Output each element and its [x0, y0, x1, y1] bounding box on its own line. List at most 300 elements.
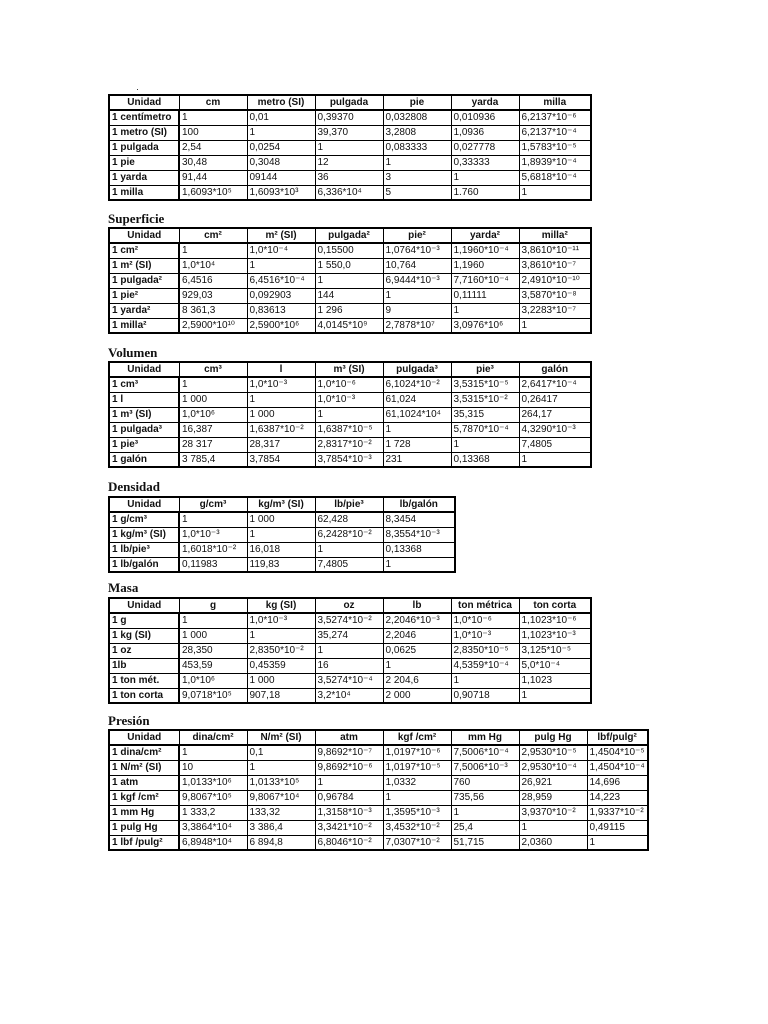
column-header: pulgada² [315, 228, 383, 243]
table-row [109, 422, 591, 437]
table-cell: 1 333,2 [179, 805, 247, 820]
table-cell: 1,5783*10⁻⁵ [519, 140, 591, 155]
table-cell: 1 [179, 613, 247, 628]
table-cell: 1 [315, 273, 383, 288]
row-label: 1 lbf /pulg² [109, 835, 179, 850]
table-row [109, 760, 648, 775]
table-row [109, 835, 648, 850]
column-header: cm² [179, 228, 247, 243]
table-cell: 6,4516 [179, 273, 247, 288]
table-cell: 1,1023*10⁻⁶ [519, 613, 591, 628]
row-label: 1 yarda [109, 170, 179, 185]
table-cell: 0,45359 [247, 658, 315, 673]
table-cell: 2,5900*10¹⁰ [179, 318, 247, 333]
table-cell: 1,0133*10⁶ [179, 775, 247, 790]
table-row [109, 437, 591, 452]
stray-mark: · [136, 84, 139, 94]
table-cell: 1,0*10⁻³ [315, 392, 383, 407]
table-cell: 1 [315, 407, 383, 422]
table-cell: 1,4504*10⁻⁴ [587, 760, 648, 775]
table-cell: 51,715 [451, 835, 519, 850]
table-cell: 1,1960*10⁻⁴ [451, 243, 519, 258]
row-label: 1 cm³ [109, 377, 179, 392]
header-row [109, 362, 591, 377]
section-title-volumen: Volumen [108, 345, 158, 360]
table-cell: 1 [247, 258, 315, 273]
table-cell: 7,0307*10⁻² [383, 835, 451, 850]
header-row [109, 730, 648, 745]
table-row [109, 557, 455, 572]
table-row [109, 745, 648, 760]
row-label: 1lb [109, 658, 179, 673]
table-cell: 0,01 [247, 110, 315, 125]
table-cell: 0,15500 [315, 243, 383, 258]
column-header: m² (SI) [247, 228, 315, 243]
table-cell: 3,2808 [383, 125, 451, 140]
row-label: 1 kg/m³ (SI) [109, 527, 179, 542]
table-cell: 35,274 [315, 628, 383, 643]
table-cell: 1,6093*10³ [247, 185, 315, 200]
table-cell: 9,0718*10⁵ [179, 688, 247, 703]
table-cell: 1,0332 [383, 775, 451, 790]
table-cell: 6 894,8 [247, 835, 315, 850]
table-cell: 1 [383, 557, 455, 572]
table-cell: 4,5359*10⁻⁴ [451, 658, 519, 673]
table-cell: 1,3595*10⁻³ [383, 805, 451, 820]
column-header: lbf/pulg² [587, 730, 648, 745]
table-cell: 36 [315, 170, 383, 185]
table-cell: 0,13368 [451, 452, 519, 467]
table-cell: 6,8948*10⁴ [179, 835, 247, 850]
table-cell: 1,0*10⁶ [179, 673, 247, 688]
table-row [109, 140, 591, 155]
column-header: g/cm³ [179, 497, 247, 512]
table-cell: 133,32 [247, 805, 315, 820]
row-label: 1 milla [109, 185, 179, 200]
row-label: 1 atm [109, 775, 179, 790]
table-row [109, 170, 591, 185]
row-label: 1 m² (SI) [109, 258, 179, 273]
table-cell: 1 000 [247, 512, 315, 527]
table-cell: 1,6018*10⁻² [179, 542, 247, 557]
table-row [109, 673, 591, 688]
table-cell: 16 [315, 658, 383, 673]
table-cell: 3,5274*10⁻² [315, 613, 383, 628]
table-cell: 2,7878*10⁷ [383, 318, 451, 333]
table-cell: 1 000 [179, 628, 247, 643]
column-header: g [179, 598, 247, 613]
table-cell: 3 [383, 170, 451, 185]
column-header: cm³ [179, 362, 247, 377]
table-row [109, 243, 591, 258]
table-cell: 0,26417 [519, 392, 591, 407]
table-cell: 0,49115 [587, 820, 648, 835]
column-header: Unidad [109, 95, 179, 110]
table-cell: 9,8067*10⁴ [247, 790, 315, 805]
section-title-superficie: Superficie [108, 211, 165, 226]
table-cell: 6,9444*10⁻³ [383, 273, 451, 288]
table-cell: 16,387 [179, 422, 247, 437]
table-cell: 1,8939*10⁻⁴ [519, 155, 591, 170]
table-cell: 3,125*10⁻⁵ [519, 643, 591, 658]
header-row [109, 497, 455, 512]
section-title-masa: Masa [108, 580, 139, 595]
table-cell: 1 [451, 673, 519, 688]
table-row [109, 805, 648, 820]
header-row [109, 598, 591, 613]
table-cell: 1,0*10⁶ [179, 407, 247, 422]
table-presion [108, 729, 649, 851]
table-cell: 1,1023 [519, 673, 591, 688]
table-cell: 1 000 [179, 392, 247, 407]
table-cell: 1,0764*10⁻³ [383, 243, 451, 258]
table-row [109, 110, 591, 125]
table-cell: 0,1 [247, 745, 315, 760]
table-cell: 6,2137*10⁻⁶ [519, 110, 591, 125]
table-cell: 1,1023*10⁻³ [519, 628, 591, 643]
table-cell: 1,0936 [451, 125, 519, 140]
table-cell: 3,5274*10⁻⁴ [315, 673, 383, 688]
column-header: m³ (SI) [315, 362, 383, 377]
table-cell: 61,1024*10⁴ [383, 407, 451, 422]
column-header: oz [315, 598, 383, 613]
table-cell: 2,54 [179, 140, 247, 155]
table-cell: 5,7870*10⁻⁴ [451, 422, 519, 437]
table-longitud [108, 94, 592, 201]
table-row [109, 258, 591, 273]
table-cell: 1 [383, 288, 451, 303]
table-cell: 1 [383, 155, 451, 170]
column-header: mm Hg [451, 730, 519, 745]
table-row [109, 613, 591, 628]
table-row [109, 407, 591, 422]
table-volumen [108, 361, 592, 468]
table-cell: 1 000 [247, 673, 315, 688]
table-cell: 3,2*10⁴ [315, 688, 383, 703]
table-cell: 9,8692*10⁻⁷ [315, 745, 383, 760]
table-row [109, 318, 591, 333]
row-label: 1 m³ (SI) [109, 407, 179, 422]
row-label: 1 pulgada³ [109, 422, 179, 437]
table-cell: 735,56 [451, 790, 519, 805]
column-header: Unidad [109, 730, 179, 745]
row-label: 1 pie² [109, 288, 179, 303]
table-row [109, 392, 591, 407]
column-header: ton métrica [451, 598, 519, 613]
table-cell: 7,4805 [519, 437, 591, 452]
table-cell: 2,9530*10⁻⁴ [519, 760, 587, 775]
table-cell: 1 [247, 392, 315, 407]
table-cell: 2,5900*10⁶ [247, 318, 315, 333]
table-cell: 2,8350*10⁻² [247, 643, 315, 658]
table-cell: 2,2046*10⁻³ [383, 613, 451, 628]
table-cell: 0,092903 [247, 288, 315, 303]
table-row [109, 628, 591, 643]
table-cell: 14,223 [587, 790, 648, 805]
table-cell: 0,33333 [451, 155, 519, 170]
column-header: pie² [383, 228, 451, 243]
column-header: milla [519, 95, 591, 110]
table-cell: 2 000 [383, 688, 451, 703]
table-row [109, 185, 591, 200]
row-label: 1 cm² [109, 243, 179, 258]
table-cell: 1 [519, 688, 591, 703]
table-row [109, 377, 591, 392]
table-cell: 0,010936 [451, 110, 519, 125]
table-cell: 100 [179, 125, 247, 140]
table-cell: 231 [383, 452, 451, 467]
table-cell: 14,696 [587, 775, 648, 790]
table-cell: 28,317 [247, 437, 315, 452]
table-cell: 0,13368 [383, 542, 455, 557]
table-cell: 8 361,3 [179, 303, 247, 318]
table-cell: 3,2283*10⁻⁷ [519, 303, 591, 318]
column-header: Unidad [109, 228, 179, 243]
table-cell: 0,96784 [315, 790, 383, 805]
column-header: metro (SI) [247, 95, 315, 110]
table-cell: 929,03 [179, 288, 247, 303]
column-header: yarda² [451, 228, 519, 243]
table-row [109, 775, 648, 790]
table-cell: 760 [451, 775, 519, 790]
table-cell: 3,8610*10⁻¹¹ [519, 243, 591, 258]
table-cell: 1,0*10⁻⁶ [315, 377, 383, 392]
table-row [109, 527, 455, 542]
table-cell: 1 [179, 512, 247, 527]
row-label: 1 lb/pie³ [109, 542, 179, 557]
table-cell: 0,39370 [315, 110, 383, 125]
row-label: 1 lb/galón [109, 557, 179, 572]
table-cell: 1 [315, 542, 383, 557]
row-label: 1 metro (SI) [109, 125, 179, 140]
table-cell: 1 [315, 775, 383, 790]
table-cell: 3,5870*10⁻⁸ [519, 288, 591, 303]
table-cell: 0,0625 [383, 643, 451, 658]
table-cell: 907,18 [247, 688, 315, 703]
column-header: pie [383, 95, 451, 110]
table-cell: 3,5315*10⁻² [451, 392, 519, 407]
column-header: pie³ [451, 362, 519, 377]
table-cell: 1,6387*10⁻⁵ [315, 422, 383, 437]
table-cell: 3,3421*10⁻² [315, 820, 383, 835]
table-cell: 1,4504*10⁻⁵ [587, 745, 648, 760]
table-cell: 10 [179, 760, 247, 775]
column-header: pulgada [315, 95, 383, 110]
table-cell: 144 [315, 288, 383, 303]
row-label: 1 oz [109, 643, 179, 658]
table-cell: 1 550,0 [315, 258, 383, 273]
table-cell: 1 [383, 790, 451, 805]
table-cell: 1,0*10⁴ [179, 258, 247, 273]
column-header: lb [383, 598, 451, 613]
table-row [109, 820, 648, 835]
column-header: Unidad [109, 362, 179, 377]
table-row [109, 688, 591, 703]
column-header: kg (SI) [247, 598, 315, 613]
table-cell: 1,0*10⁻³ [179, 527, 247, 542]
table-cell: 2,8350*10⁻⁵ [451, 643, 519, 658]
table-cell: 6,4516*10⁻⁴ [247, 273, 315, 288]
table-cell: 1 [451, 303, 519, 318]
table-cell: 62,428 [315, 512, 383, 527]
row-label: 1 pie³ [109, 437, 179, 452]
table-cell: 1 [247, 628, 315, 643]
table-cell: 1 [247, 760, 315, 775]
table-cell: 0,027778 [451, 140, 519, 155]
table-cell: 0,083333 [383, 140, 451, 155]
table-cell: 2,8317*10⁻² [315, 437, 383, 452]
column-header: pulg Hg [519, 730, 587, 745]
table-cell: 1 [451, 170, 519, 185]
table-cell: 1 728 [383, 437, 451, 452]
row-label: 1 g [109, 613, 179, 628]
table-cell: 5 [383, 185, 451, 200]
table-cell: 1 [179, 110, 247, 125]
column-header: kgf /cm² [383, 730, 451, 745]
table-cell: 0,3048 [247, 155, 315, 170]
table-cell: 264,17 [519, 407, 591, 422]
row-label: 1 ton mét. [109, 673, 179, 688]
table-cell: 1 [519, 185, 591, 200]
table-cell: 7,5006*10⁻³ [451, 760, 519, 775]
table-cell: 1,0*10⁻³ [451, 628, 519, 643]
table-row [109, 542, 455, 557]
table-cell: 3,0976*10⁶ [451, 318, 519, 333]
table-cell: 2,6417*10⁻⁴ [519, 377, 591, 392]
table-cell: 1,0*10⁻³ [247, 377, 315, 392]
table-cell: 1,0197*10⁻⁵ [383, 760, 451, 775]
row-label: 1 g/cm³ [109, 512, 179, 527]
table-cell: 1 [247, 125, 315, 140]
table-cell: 1 [383, 658, 451, 673]
column-header: ton corta [519, 598, 591, 613]
column-header: l [247, 362, 315, 377]
table-cell: 30,48 [179, 155, 247, 170]
table-cell: 2,0360 [519, 835, 587, 850]
table-cell: 1 000 [247, 407, 315, 422]
table-cell: 4,3290*10⁻³ [519, 422, 591, 437]
row-label: 1 N/m² (SI) [109, 760, 179, 775]
table-cell: 6,8046*10⁻² [315, 835, 383, 850]
row-label: 1 milla² [109, 318, 179, 333]
table-cell: 3 386,4 [247, 820, 315, 835]
column-header: lb/galón [383, 497, 455, 512]
table-cell: 1,0*10⁻⁶ [451, 613, 519, 628]
table-cell: 61,024 [383, 392, 451, 407]
row-label: 1 ton corta [109, 688, 179, 703]
column-header: galón [519, 362, 591, 377]
table-row [109, 658, 591, 673]
row-label: 1 l [109, 392, 179, 407]
row-label: 1 dina/cm² [109, 745, 179, 760]
table-densidad [108, 496, 456, 573]
table-cell: 0,11983 [179, 557, 247, 572]
table-cell: 1,6387*10⁻² [247, 422, 315, 437]
row-label: 1 pulgada [109, 140, 179, 155]
table-cell: 3,7854*10⁻³ [315, 452, 383, 467]
table-cell: 39,370 [315, 125, 383, 140]
table-row [109, 288, 591, 303]
table-cell: 1,1960 [451, 258, 519, 273]
table-cell: 26,921 [519, 775, 587, 790]
table-row [109, 643, 591, 658]
table-cell: 91,44 [179, 170, 247, 185]
table-superficie [108, 227, 592, 334]
table-cell: 8,3554*10⁻³ [383, 527, 455, 542]
table-cell: 1 [315, 643, 383, 658]
table-cell: 1 [519, 318, 591, 333]
table-cell: 0,83613 [247, 303, 315, 318]
table-cell: 1,0133*10⁵ [247, 775, 315, 790]
column-header: N/m² (SI) [247, 730, 315, 745]
table-cell: 28,350 [179, 643, 247, 658]
table-cell: 453,59 [179, 658, 247, 673]
section-title-densidad: Densidad [108, 479, 161, 494]
table-cell: 1 [451, 437, 519, 452]
table-cell: 1 [315, 140, 383, 155]
column-header: pulgada³ [383, 362, 451, 377]
table-cell: 1 [179, 745, 247, 760]
row-label: 1 galón [109, 452, 179, 467]
table-cell: 1 [451, 805, 519, 820]
table-cell: 2,4910*10⁻¹⁰ [519, 273, 591, 288]
table-cell: 25,4 [451, 820, 519, 835]
table-cell: 1 296 [315, 303, 383, 318]
column-header: dina/cm² [179, 730, 247, 745]
section-title-presion: Presión [108, 713, 150, 728]
table-cell: 3,4532*10⁻² [383, 820, 451, 835]
header-row [109, 228, 591, 243]
table-cell: 1 [179, 243, 247, 258]
table-cell: 28,959 [519, 790, 587, 805]
table-cell: 1 [383, 422, 451, 437]
column-header: lb/pie³ [315, 497, 383, 512]
table-cell: 1 [587, 835, 648, 850]
table-cell: 5,6818*10⁻⁴ [519, 170, 591, 185]
table-row [109, 303, 591, 318]
table-row [109, 512, 455, 527]
table-cell: 4,0145*10⁹ [315, 318, 383, 333]
table-cell: 3,3864*10⁴ [179, 820, 247, 835]
table-cell: 2 204,6 [383, 673, 451, 688]
row-label: 1 pulgada² [109, 273, 179, 288]
table-cell: 3,9370*10⁻² [519, 805, 587, 820]
table-cell: 1,0*10⁻³ [247, 613, 315, 628]
table-cell: 5,0*10⁻⁴ [519, 658, 591, 673]
table-cell: 1.760 [451, 185, 519, 200]
column-header: Unidad [109, 598, 179, 613]
table-cell: 1 [519, 452, 591, 467]
row-label: 1 yarda² [109, 303, 179, 318]
table-cell: 7,7160*10⁻⁴ [451, 273, 519, 288]
table-cell: 16,018 [247, 542, 315, 557]
table-cell: 2,9530*10⁻⁵ [519, 745, 587, 760]
column-header: milla² [519, 228, 591, 243]
column-header: yarda [451, 95, 519, 110]
table-cell: 6,2428*10⁻² [315, 527, 383, 542]
table-row [109, 273, 591, 288]
table-cell: 1 [179, 377, 247, 392]
row-label: 1 pulg Hg [109, 820, 179, 835]
header-row [109, 95, 591, 110]
table-cell: 9,8692*10⁻⁶ [315, 760, 383, 775]
table-cell: 1,6093*10⁵ [179, 185, 247, 200]
row-label: 1 kgf /cm² [109, 790, 179, 805]
column-header: Unidad [109, 497, 179, 512]
table-cell: 6,2137*10⁻⁴ [519, 125, 591, 140]
table-cell: 3,7854 [247, 452, 315, 467]
row-label: 1 mm Hg [109, 805, 179, 820]
